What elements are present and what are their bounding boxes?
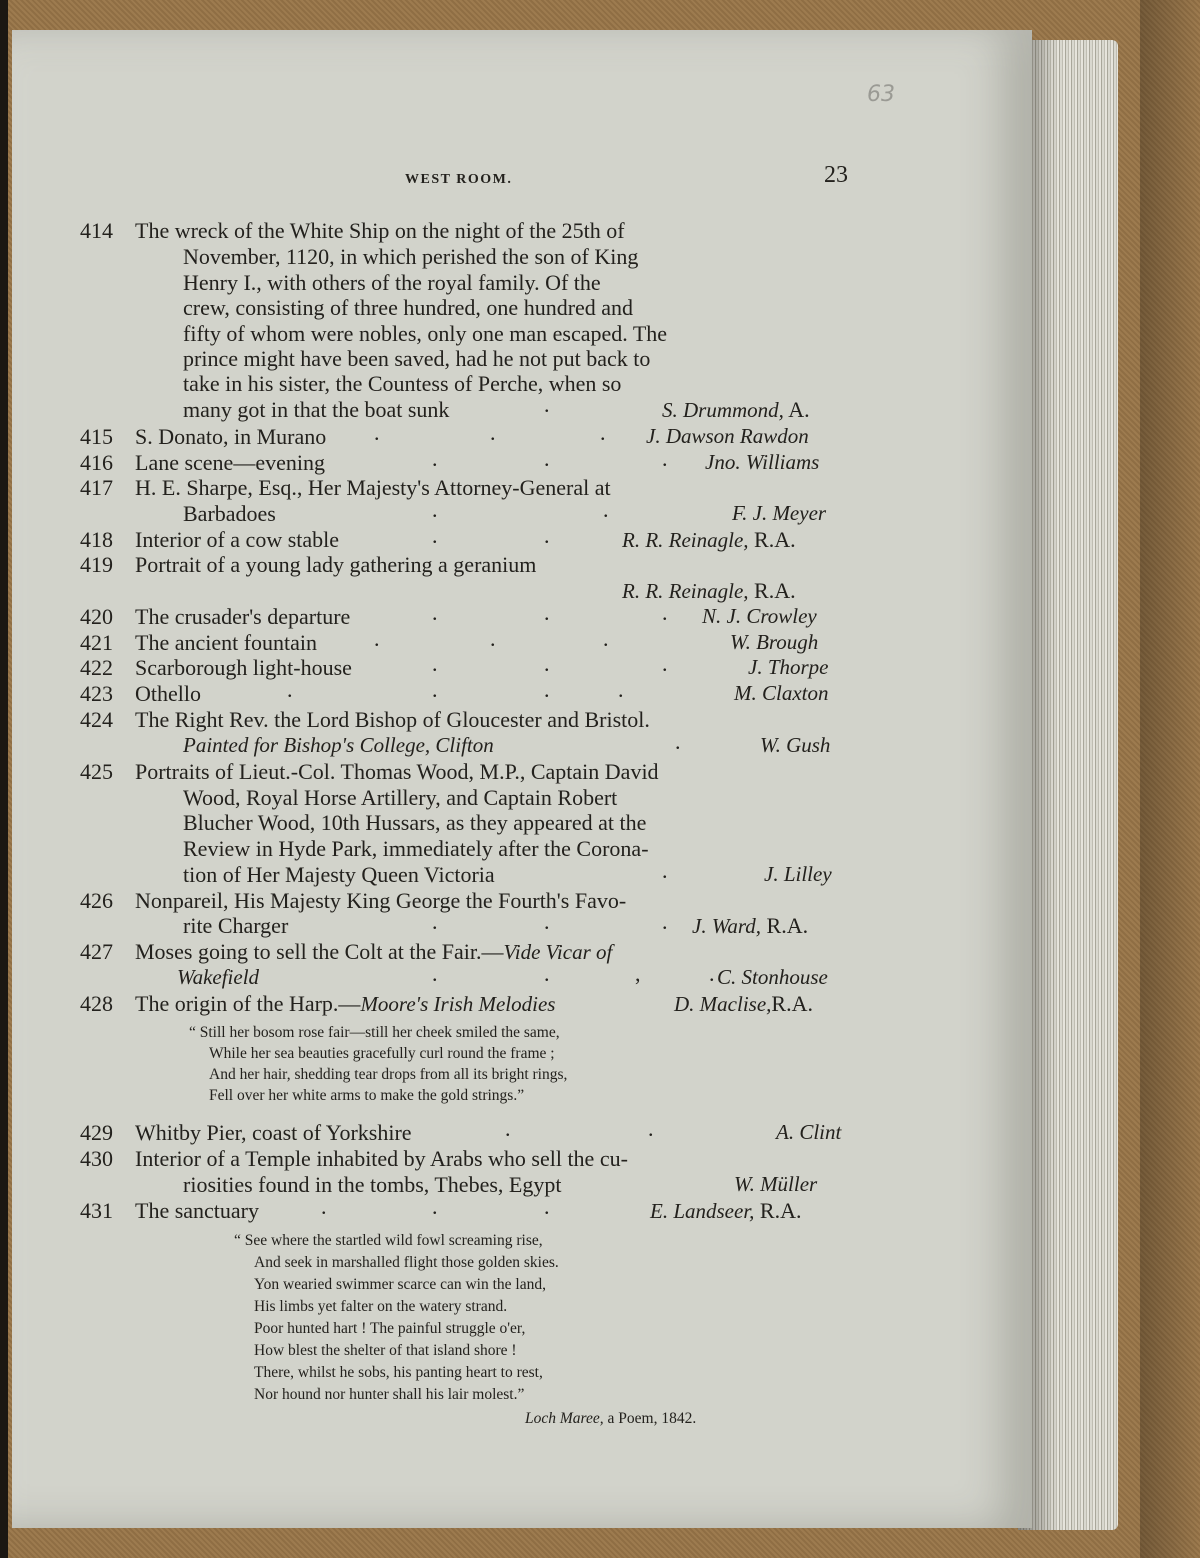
entry-title-line: riosities found in the tombs, Thebes, Egypt [183, 1172, 562, 1197]
leader-dot: . [374, 420, 380, 445]
artist-credit: E. Landseer, R.A. [650, 1198, 802, 1223]
entry-title-line: take in his sister, the Countess of Perche, when so [183, 371, 622, 396]
leader-dot: . [321, 1194, 327, 1219]
leader-dot: . [709, 961, 715, 986]
leader-dot: . [603, 497, 609, 522]
artist-credit: M. Claxton [734, 681, 829, 705]
leader-dot: . [432, 1194, 438, 1219]
entry-number: 419 [80, 552, 113, 577]
entry-title-line: Interior of a cow stable [135, 527, 340, 552]
leader-dot: . [544, 909, 550, 934]
entry-title-line: S. Donato, in Murano [135, 424, 327, 449]
leader-dot: . [490, 626, 496, 651]
leader-dot: . [662, 446, 668, 471]
entry-title-line: crew, consisting of three hundred, one hundred and [183, 295, 634, 320]
artist-credit: S. Drummond, A. [662, 397, 810, 422]
entry-title-line: Scarborough light-house [135, 655, 352, 680]
artist-credit: W. Müller [734, 1172, 818, 1196]
leader-dot: . [603, 626, 609, 651]
leader-dot: . [662, 909, 668, 934]
quotation-source: Loch Maree, a Poem, 1842. [525, 1410, 697, 1427]
entry-number: 418 [80, 527, 113, 552]
entry-title-line: Blucher Wood, 10th Hussars, as they appeared at the [183, 810, 647, 835]
entry-number: 417 [80, 475, 113, 500]
leader-dot: . [544, 523, 550, 548]
leader-dot: . [600, 420, 606, 445]
artist-credit: Jno. Williams [705, 450, 820, 474]
entry-title-line: Barbadoes [183, 501, 276, 526]
entry-title-line: The ancient fountain [135, 630, 318, 655]
entry-number: 416 [80, 450, 113, 475]
quotation-line: And seek in marshalled flight those golden skies. [254, 1254, 559, 1271]
entry-title-line: Portrait of a young lady gathering a geranium [135, 552, 537, 577]
quotation-line: There, whilst he sobs, his panting heart to rest, [254, 1364, 543, 1381]
page-number: 23 [824, 162, 848, 188]
entry-title-line: Wakefield [177, 965, 260, 989]
entry-number: 424 [80, 707, 113, 732]
artist-credit: J. Ward, R.A. [692, 913, 809, 938]
entry-title-line: Whitby Pier, coast of Yorkshire [135, 1120, 412, 1145]
artist-credit: J. Lilley [764, 862, 832, 886]
entry-number: 429 [80, 1120, 113, 1145]
entry-title-line: Wood, Royal Horse Artillery, and Captain Robert [183, 785, 618, 810]
entry-number: 425 [80, 759, 113, 784]
entry-title-line: November, 1120, in which perished the son of King [183, 244, 639, 269]
leader-dot: . [374, 626, 380, 651]
leader-dot: . [675, 729, 681, 754]
entry-title-line: Review in Hyde Park, immediately after the Corona- [183, 836, 649, 861]
artist-credit: R. R. Reinagle, R.A. [622, 527, 796, 552]
entry-title-line: Henry I., with others of the royal family. Of the [183, 270, 601, 295]
leader-dot: . [432, 909, 438, 934]
quotation-line: While her sea beauties gracefully curl round the frame ; [209, 1045, 555, 1062]
leader-dot: , [635, 961, 641, 986]
quotation-line: “ See where the startled wild fowl screaming rise, [234, 1232, 543, 1249]
quotation-line: Fell over her white arms to make the gold strings.” [209, 1087, 525, 1104]
entry-title-line: fifty of whom were nobles, only one man escaped. The [183, 321, 668, 346]
entry-title-line: The wreck of the White Ship on the night of the 25th of [135, 218, 625, 243]
leader-dot: . [662, 651, 668, 676]
quotation-line: Poor hunted hart ! The painful struggle o'er, [254, 1320, 526, 1337]
leader-dot: . [662, 858, 668, 883]
entry-number: 430 [80, 1146, 113, 1171]
pencil-page-mark: 63 [867, 82, 895, 107]
leader-dot: . [544, 392, 550, 417]
entry-title-line: H. E. Sharpe, Esq., Her Majesty's Attorney-General at [135, 475, 611, 500]
leader-dot: . [618, 677, 624, 702]
artist-credit: W. Brough [730, 630, 819, 654]
leader-dot: . [544, 961, 550, 986]
entry-title-line: tion of Her Majesty Queen Victoria [183, 862, 495, 887]
entry-number: 423 [80, 681, 113, 706]
quotation-line: Nor hound nor hunter shall his lair molest.” [254, 1386, 525, 1403]
artist-credit: R. R. Reinagle, R.A. [622, 578, 796, 603]
quotation-line: How blest the shelter of that island shore ! [254, 1342, 517, 1359]
leader-dot: . [432, 497, 438, 522]
artist-credit: C. Stonhouse [717, 965, 828, 989]
entry-title-line: Lane scene—evening [135, 450, 325, 475]
artist-credit: J. Thorpe [748, 655, 829, 679]
leader-dot: . [432, 677, 438, 702]
entry-title-line: Othello [135, 681, 201, 706]
leader-dot: . [432, 600, 438, 625]
leader-dot: . [662, 600, 668, 625]
entry-number: 422 [80, 655, 113, 680]
entry-number: 414 [80, 218, 113, 243]
entry-number: 431 [80, 1198, 113, 1223]
artist-credit: W. Gush [760, 733, 831, 757]
entry-title-line: Interior of a Temple inhabited by Arabs who sell the cu- [135, 1146, 628, 1171]
entry-title-line: many got in that the boat sunk [183, 397, 450, 422]
entry-number: 421 [80, 630, 113, 655]
cover-shadow [1140, 0, 1200, 1558]
entry-number: 426 [80, 888, 113, 913]
quotation-line: His limbs yet falter on the watery strand. [254, 1298, 508, 1315]
catalogue-page [12, 30, 1032, 1528]
entry-title-line: Nonpareil, His Majesty King George the Fourth's Favo- [135, 888, 627, 913]
leader-dot: . [544, 677, 550, 702]
quotation-line: And her hair, shedding tear drops from all its bright rings, [209, 1066, 568, 1083]
entry-title-line: The crusader's departure [135, 604, 351, 629]
leader-dot: . [544, 446, 550, 471]
artist-credit: D. Maclise,R.A. [674, 991, 813, 1016]
entry-title-line: The origin of the Harp.—Moore's Irish Melodies [135, 991, 556, 1016]
leader-dot: . [505, 1116, 511, 1141]
artist-credit: A. Clint [776, 1120, 842, 1144]
artist-credit: J. Dawson Rawdon [646, 424, 809, 448]
leader-dot: . [648, 1116, 654, 1141]
entry-title-line: Portraits of Lieut.-Col. Thomas Wood, M.P., Captain David [135, 759, 659, 784]
entry-number: 420 [80, 604, 113, 629]
leader-dot: . [287, 677, 293, 702]
entry-number: 415 [80, 424, 113, 449]
entry-number: 428 [80, 991, 113, 1016]
entry-title-line: rite Charger [183, 913, 289, 938]
running-head: WEST ROOM. [405, 172, 513, 187]
leader-dot: . [432, 961, 438, 986]
entry-title-line: The Right Rev. the Lord Bishop of Gloucester and Bristol. [135, 707, 650, 732]
leader-dot: . [432, 446, 438, 471]
leader-dot: . [544, 1194, 550, 1219]
artist-credit: N. J. Crowley [702, 604, 817, 628]
quotation-line: Yon wearied swimmer scarce can win the land, [254, 1276, 546, 1293]
entry-number: 427 [80, 939, 113, 964]
entry-title-line: The sanctuary [135, 1198, 259, 1223]
artist-credit: F. J. Meyer [732, 501, 827, 525]
leader-dot: . [544, 600, 550, 625]
leader-dot: . [432, 523, 438, 548]
leader-dot: . [544, 651, 550, 676]
entry-title-line: Moses going to sell the Colt at the Fair.—Vide Vicar of [135, 939, 613, 964]
leader-dot: . [432, 651, 438, 676]
entry-title-line: Painted for Bishop's College, Clifton [183, 733, 494, 757]
leader-dot: . [490, 420, 496, 445]
entry-title-line: prince might have been saved, had he not put back to [183, 346, 651, 371]
quotation-line: “ Still her bosom rose fair—still her cheek smiled the same, [189, 1024, 560, 1041]
